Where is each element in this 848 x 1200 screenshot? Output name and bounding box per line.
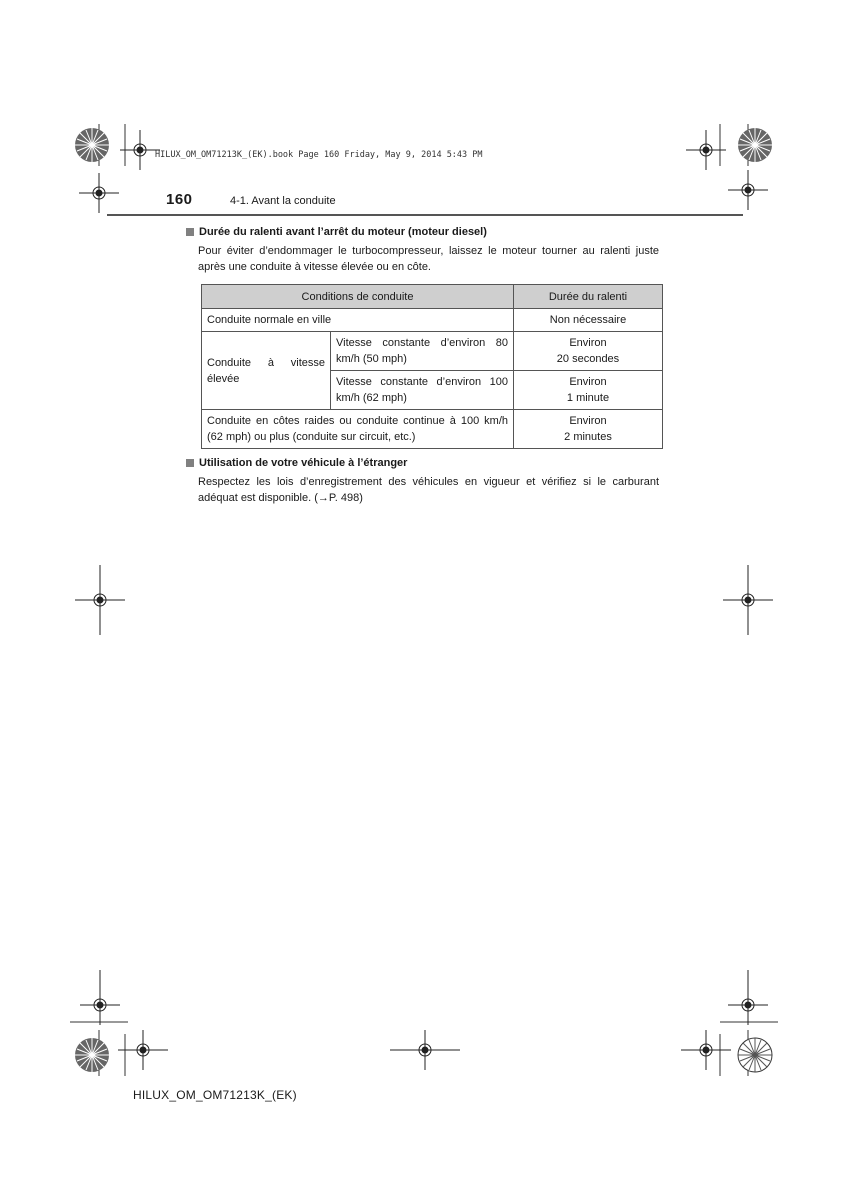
duration-line: Environ xyxy=(569,415,607,427)
section-body-abroad: Respectez les lois d’enregistrement des véhicules en vigueur et vérifiez si le carburant adéquat est disponible. (→P. 498) xyxy=(198,476,659,504)
section-body-idle: Pour éviter d’endommager le turbocompresseur, laissez le moteur tourner au ralenti juste après une conduite à vitesse élevée ou en côte. xyxy=(198,245,659,273)
idle-time-table xyxy=(201,284,663,449)
table-cell xyxy=(514,410,663,449)
table-row xyxy=(202,410,663,449)
column-header-duration: Durée du ralenti xyxy=(514,285,663,309)
table-row xyxy=(202,332,663,371)
table-cell xyxy=(514,371,663,410)
starburst-mark-bottom-right xyxy=(738,1038,772,1072)
duration-line: 20 secondes xyxy=(556,353,620,365)
section-heading-idle xyxy=(186,226,487,238)
starburst-mark-bottom-left xyxy=(75,1038,109,1072)
table-cell: Vitesse constante d’environ 80 km/h (50 mph) xyxy=(331,332,514,371)
column-header-conditions: Conditions de conduite xyxy=(202,285,514,309)
duration-line: 1 minute xyxy=(566,392,610,404)
table-cell: Conduite normale en ville xyxy=(202,309,514,332)
section-heading-abroad xyxy=(186,457,407,469)
starburst-mark-top-right xyxy=(738,128,772,162)
starburst-mark-top-left xyxy=(75,128,109,162)
duration-line: Environ xyxy=(569,376,607,388)
duration-line: Environ xyxy=(569,337,607,349)
table-cell xyxy=(514,332,663,371)
heading-text: Utilisation de votre véhicule à l’étranger xyxy=(199,457,408,469)
heading-text: Durée du ralenti avant l’arrêt du moteur (moteur diesel) xyxy=(199,226,487,238)
table-cell: Vitesse constante d’environ 100 km/h (62 mph) xyxy=(331,371,514,410)
footer-document-code: HILUX_OM_OM71213K_(EK) xyxy=(133,1088,297,1102)
duration-line: 2 minutes xyxy=(564,431,612,443)
table-cell: Conduite en côtes raides ou conduite continue à 100 km/h (62 mph) ou plus (conduite sur circuit, etc.) xyxy=(202,410,514,449)
header-divider xyxy=(107,214,743,216)
table-cell-group: Conduite à vitesse élevée xyxy=(202,332,331,410)
section-title: 4-1. Avant la conduite xyxy=(230,195,336,207)
table-cell: Non nécessaire xyxy=(514,309,663,332)
square-bullet-icon xyxy=(186,459,194,467)
print-info: HILUX_OM_OM71213K_(EK).book Page 160 Friday, May 9, 2014 5:43 PM xyxy=(155,150,483,160)
table-row xyxy=(202,309,663,332)
table-header-row xyxy=(202,285,663,309)
square-bullet-icon xyxy=(186,228,194,236)
page-number: 160 xyxy=(166,191,193,208)
